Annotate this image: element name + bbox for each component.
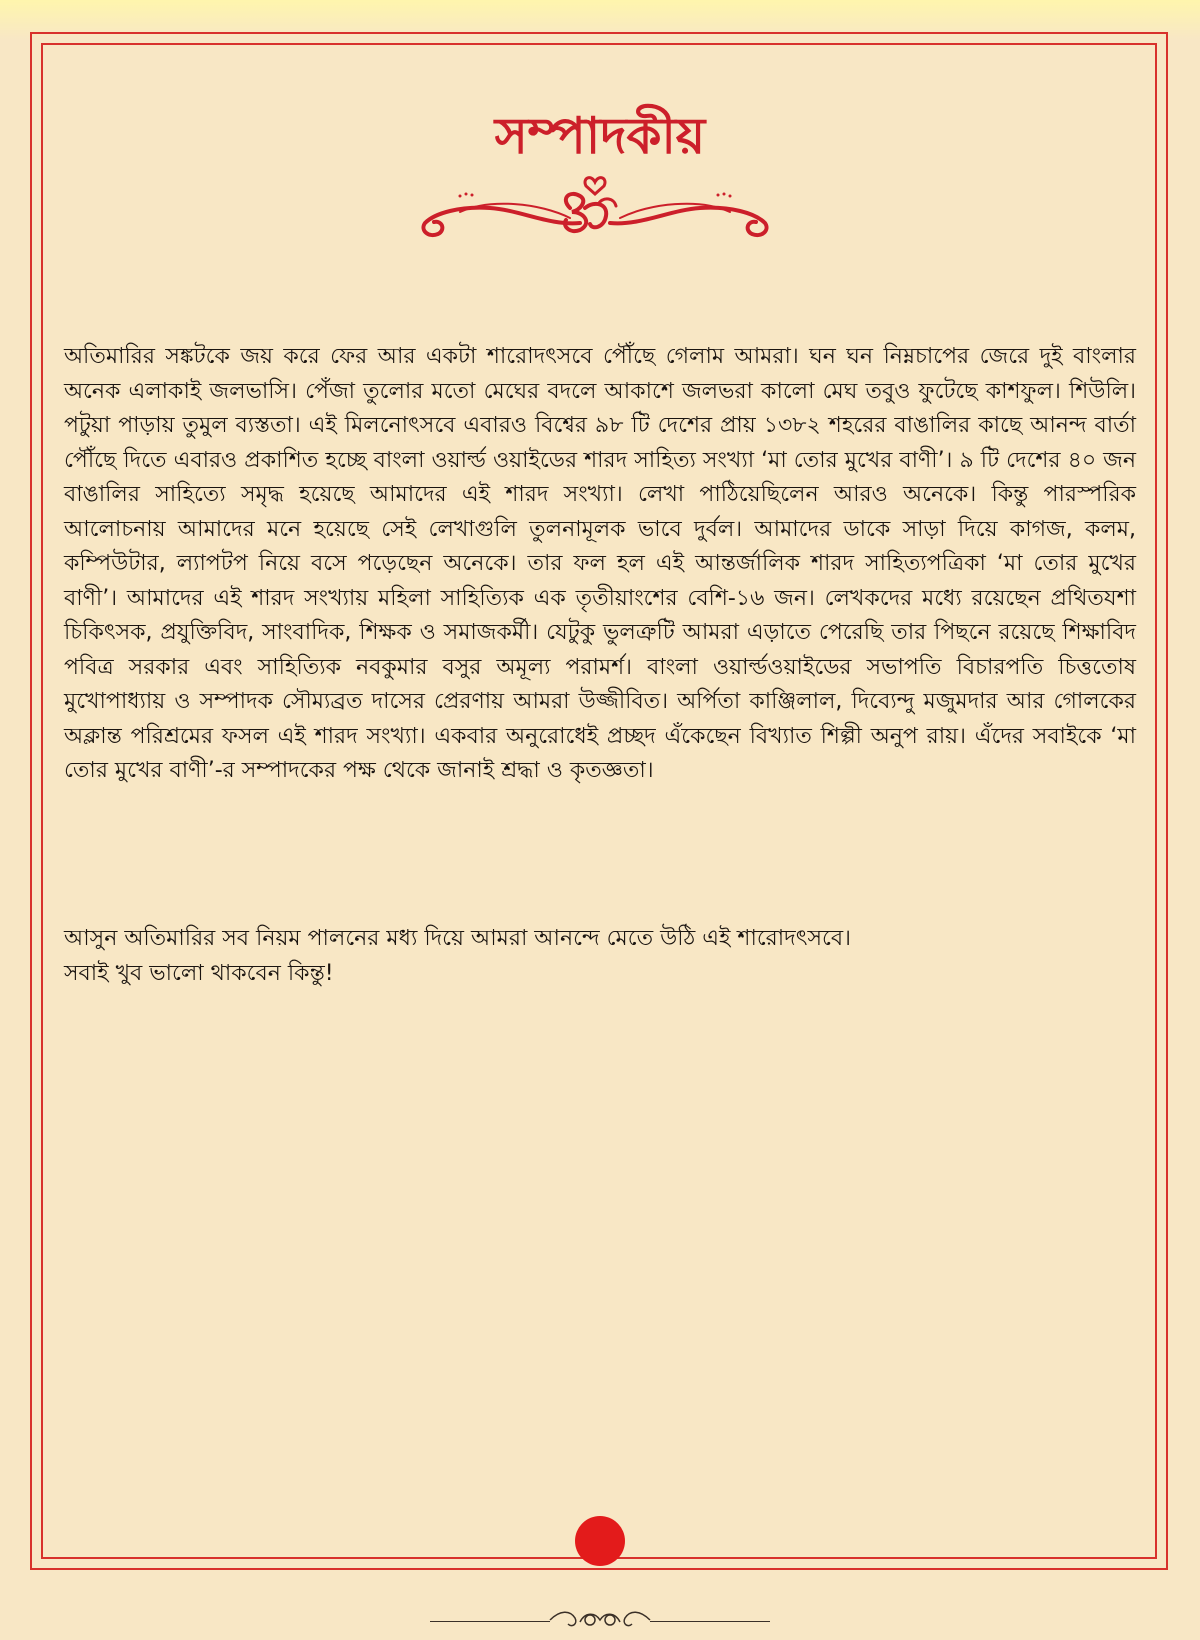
closing-section xyxy=(64,922,1136,991)
inner-border xyxy=(41,43,1157,1559)
page-title: সম্পাদকীয় xyxy=(494,106,706,165)
footer-flourish-icon xyxy=(430,1600,770,1640)
red-dot-ornament xyxy=(575,1516,625,1566)
closing-line-2: সবাই খুব ভালো থাকবেন কিন্তু! xyxy=(64,960,334,986)
closing-line-1: আসুন অতিমারির সব নিয়ম পালনের মধ্য দিয়ে আমরা আনন্দে মেতে উঠি এই শারোদৎসবে। xyxy=(64,926,851,951)
om-flourish-icon xyxy=(420,168,770,258)
editorial-body: অতিমারির সঙ্কটকে জয় করে ফের আর একটা শারোদৎসবে পৌঁছে গেলাম আমরা। ঘন ঘন নিম্নচাপের জেরে দুই বাংলার অনেক এলাকাই জলভাসি। পেঁজা তুলোর মতো মেঘের বদলে আকাশে জলভরা কালো মেঘ তবুও ফুটেছে কাশফুল। শিউলি। পটুয়া পাড়ায় তুমুল ব্যস্ততা। এই মিলনোৎসবে এবারও বিশ্বের ৯৮ টি দেশের প্রায় ১৩৮২ শহরের বাঙালির কাছে আনন্দ বার্তা পৌঁছে দিতে এবারও প্রকাশিত হচ্ছে বাংলা ওয়ার্ল্ড ওয়াইডের শারদ সাহিত্য সংখ্যা ‘মা তোর মুখের বাণী’। ৯ টি দেশের ৪০ জন বাঙালির সাহিত্যে সমৃদ্ধ হয়েছে আমাদের এই শারদ সংখ্যা। লেখা পাঠিয়েছিলেন আরও অনেকে। কিন্তু পারস্পরিক আলোচনায় আমাদের মনে হয়েছে সেই লেখাগুলি তুলনামূলক ভাবে দুর্বল। আমাদের ডাকে সাড়া দিয়ে কাগজ, কলম, কম্পিউটার, ল্যাপটপ নিয়ে বসে পড়েছেন অনেকে। তার ফল হল এই আন্তর্জালিক শারদ সাহিত্যপত্রিকা ‘মা তোর মুখের বাণী’। আমাদের এই শারদ সংখ্যায় মহিলা সাহিত্যিক এক তৃতীয়াংশের বেশি-১৬ জন। লেখকদের মধ্যে রয়েছেন প্রথিতযশা চিকিৎসক, প্রযুক্তিবিদ, সাংবাদিক, শিক্ষক ও সমাজকর্মী। যেটুকু ভুলত্রুটি আমরা এড়াতে পেরেছি তার পিছনে রয়েছে শিক্ষাবিদ পবিত্র সরকার এবং সাহিত্যিক নবকুমার বসুর অমূল্য পরামর্শ। বাংলা ওয়ার্ল্ডওয়াইডের সভাপতি বিচারপতি চিত্ততোষ মুখোপাধ্যায় ও সম্পাদক সৌম্যব্রত দাসের প্রেরণায় আমরা উজ্জীবিত। অর্পিতা কাঞ্জিলাল, দিব্যেন্দু মজুমদার আর গোলকের অক্লান্ত পরিশ্রমের ফসল এই শারদ সংখ্যা। একবার অনুরোধেই প্রচ্ছদ এঁকেছেন বিখ্যাত শিল্পী অনুপ রায়। এঁদের সবাইকে ‘মা তোর মুখের বাণী’-র সম্পাদকের পক্ষ থেকে জানাই শ্রদ্ধা ও কৃতজ্ঞতা। xyxy=(64,344,1136,783)
